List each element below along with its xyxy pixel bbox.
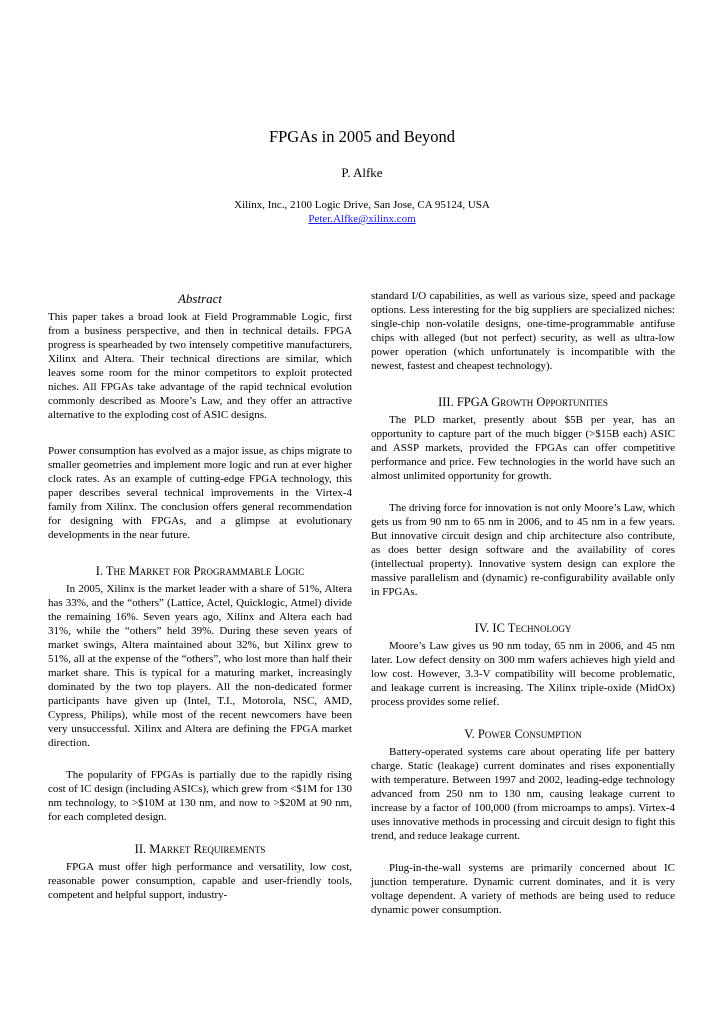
right-column: [371, 289, 675, 917]
section-1-paragraph-1: In 2005, Xilinx is the market leader with a share of 51%, Altera has 33%, and the “others” (Lattice, Actel, Quicklogic, Atmel) divide the remaining 16%. Seven years ago, Xilinx and Altera each had 31%, while the “others” held 39%. During these seven years of market swings, Altera maintained about 32%, but Xilinx grew to 51%, all at the expense of the “others”, who lost more than half their market share. This is typical for a maturing market, increasingly dominated by the two top players. All the non-dedicated former participants have given up (Intel, T.I., Motorola, NSC, AMD, Cypress, Philips), while most of the recent newcomers have been very unsuccessful. Xilinx and Altera are defining the FPGA market direction.: [48, 583, 352, 749]
section-2-heading: [48, 842, 352, 856]
section-4-number: IV.: [474, 621, 490, 635]
section-3-number: III.: [438, 395, 454, 409]
section-3-heading: [371, 395, 675, 409]
section-1-paragraph-2: The popularity of FPGAs is partially due to the rapidly rising cost of IC design (including ASICs), which grew from <$1M for 130 nm technology, to >$10M at 130 nm, and now to >$20M at 90 nm, for each completed design.: [48, 769, 352, 823]
abstract-paragraph-1: This paper takes a broad look at Field Programmable Logic, first from a business perspective, and then in technical details. FPGA progress is spearheaded by two intensely competitive manufacturers, Xilinx and Altera. Their technical directions are similar, which leaves some room for the minor competitors to exploit protected niches. All FPGAs take advantage of the rapid technical evolution commonly described as Moore’s Law, and they offer an attractive alternative to the exploding cost of ASIC designs.: [48, 311, 352, 421]
section-4-paragraph-1: Moore’s Law gives us 90 nm today, 65 nm in 2006, and 45 nm later. Low defect density on 300 mm wafers achieves high yield and low cost. However, 3.3-V compatibility will become problematic, and leakage current is increasing. The Xilinx triple-oxide (MidOx) process provides some relief.: [371, 640, 675, 708]
section-2-number: II.: [134, 842, 147, 856]
left-column: [48, 289, 352, 902]
paper-title: FPGAs in 2005 and Beyond: [268, 127, 456, 146]
section-2-paragraph-1-continued: standard I/O capabilities, as well as various size, speed and package options. Less interesting for the big suppliers are specialized niches: single-chip non-volatile designs, one-time-programmable antifuse chips with alleged (but not perfect) security, as well as ultra-low power operation (which unfortunately is incompatible with the newest, fastest and cheapest technology).: [371, 290, 675, 372]
abstract-heading: Abstract: [177, 291, 223, 306]
section-1-number: I.: [95, 564, 104, 578]
section-3-paragraph-1: The PLD market, presently about $5B per year, has an opportunity to capture part of the much bigger (>$15B each) ASIC and ASSP markets, provided the FPGAs can offer competitive performance and price. Few technologies in the world have such an almost unlimited opportunity for growth.: [371, 414, 675, 482]
section-4-heading: [371, 621, 675, 635]
affiliation-block: [0, 198, 724, 226]
section-2-paragraph-1: FPGA must offer high performance and versatility, low cost, reasonable power consumption, capable and user-friendly tools, competent and helpful support, industry-: [48, 861, 352, 901]
section-3-paragraph-2: The driving force for innovation is not only Moore’s Law, which gets us from 90 nm to 65 nm in 2006, and to 45 nm in a few years. But innovative circuit design and chip architecture also contribute, as does better design software and the availability of cores (intellectual property). Innovative system design can explore the massive parallelism and (dynamic) re-configurability available only in FPGAs.: [371, 502, 675, 598]
author-email-link[interactable]: Peter.Alfke@xilinx.com: [308, 213, 416, 225]
section-5-title: Power Consumption: [477, 727, 582, 741]
section-2-title: Market Requirements: [149, 842, 266, 856]
section-1-title: The Market for Programmable Logic: [105, 564, 305, 578]
section-5-heading: [371, 727, 675, 741]
section-1-heading: [48, 564, 352, 578]
section-5-paragraph-1: Battery-operated systems care about operating life per battery charge. Static (leakage) current dominates and rises exponentially with temperature. Between 1997 and 2002, leading-edge technology advanced from 250 nm to 130 nm, causing leakage current to increase by a factor of 100,000 (from microamps to amps). Virtex-4 uses innovative methods in processing and circuit design to fight this trend, and reduce leakage current.: [371, 746, 675, 842]
abstract-paragraph-2: Power consumption has evolved as a major issue, as chips migrate to smaller geometries and implement more logic and run at ever higher clock rates. As an example of cutting-edge FPGA technology, this paper describes several technical improvements in the Virtex-4 family from Xilinx. The conclusion offers general recommendation for designing with FPGAs, and a glimpse at evolutionary developments in the near future.: [48, 445, 352, 541]
section-4-title: IC Technology: [492, 621, 572, 635]
affiliation-address: Xilinx, Inc., 2100 Logic Drive, San Jose, CA 95124, USA: [234, 199, 490, 211]
section-3-title: FPGA Growth Opportunities: [456, 395, 608, 409]
section-5-number: V.: [464, 727, 475, 741]
author-name: P. Alfke: [341, 165, 383, 180]
section-5-paragraph-2: Plug-in-the-wall systems are primarily concerned about IC junction temperature. Dynamic current dominates, and it is very voltage dependent. A variety of methods are being used to reduce dynamic power consumption.: [371, 862, 675, 916]
